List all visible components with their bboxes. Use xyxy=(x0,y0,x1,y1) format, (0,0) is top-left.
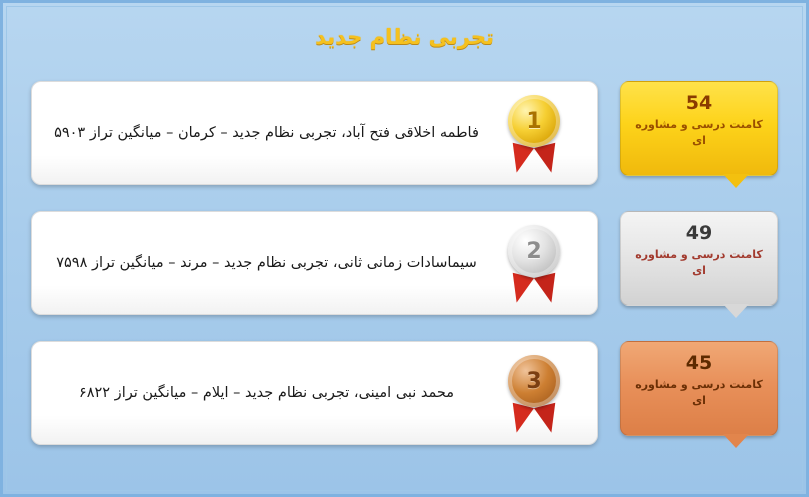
student-card[interactable] xyxy=(31,211,598,315)
comment-count-bubble[interactable] xyxy=(620,341,778,436)
comment-count: 45 xyxy=(685,352,713,374)
student-card[interactable] xyxy=(31,81,598,185)
gold-medal-icon xyxy=(491,89,577,177)
comment-count-bubble[interactable] xyxy=(620,211,778,306)
student-description: محمد نبی امینی، تجربی نظام جدید – ایلام – میانگین تراز ۶۸۲۲ xyxy=(78,385,455,401)
bubble-tail-icon xyxy=(723,174,749,188)
comment-count-label: کامنت درسی و مشاوره ای xyxy=(635,378,763,407)
comment-bubble-wrap-1 xyxy=(620,81,778,176)
bubble-tail-icon xyxy=(723,434,749,448)
comment-count-bubble[interactable] xyxy=(620,81,778,176)
student-description: سیماسادات زمانی ثانی، تجربی نظام جدید – مرند – میانگین تراز ۷۵۹۸ xyxy=(56,255,477,271)
ranking-list xyxy=(31,81,778,480)
ribbon-left-icon xyxy=(506,403,534,435)
list-item[interactable] xyxy=(31,81,778,185)
student-card[interactable] xyxy=(31,341,598,445)
comment-count-label: کامنت درسی و مشاوره ای xyxy=(635,118,763,147)
ribbon-right-icon xyxy=(534,143,562,175)
ribbon-right-icon xyxy=(534,273,562,305)
list-item[interactable] xyxy=(31,211,778,315)
comment-count-label: کامنت درسی و مشاوره ای xyxy=(635,248,763,277)
ribbon-right-icon xyxy=(534,403,562,435)
medal-rank-number: 1 xyxy=(508,95,560,147)
ribbon-left-icon xyxy=(506,273,534,305)
page-title: تجربی نظام جدید xyxy=(315,25,494,49)
silver-medal-icon xyxy=(491,219,577,307)
ribbon-left-icon xyxy=(506,143,534,175)
comment-bubble-wrap-3 xyxy=(620,341,778,436)
bubble-tail-icon xyxy=(723,304,749,318)
comment-count: 49 xyxy=(685,222,713,244)
list-item[interactable] xyxy=(31,341,778,445)
student-description: فاطمه اخلاقی فتح آباد، تجربی نظام جدید – کرمان – میانگین تراز ۵۹۰۳ xyxy=(54,125,479,141)
comment-bubble-wrap-2 xyxy=(620,211,778,306)
bronze-medal-icon xyxy=(491,349,577,437)
comment-count: 54 xyxy=(685,92,713,114)
medal-rank-number: 2 xyxy=(508,225,560,277)
medal-rank-number: 3 xyxy=(508,355,560,407)
